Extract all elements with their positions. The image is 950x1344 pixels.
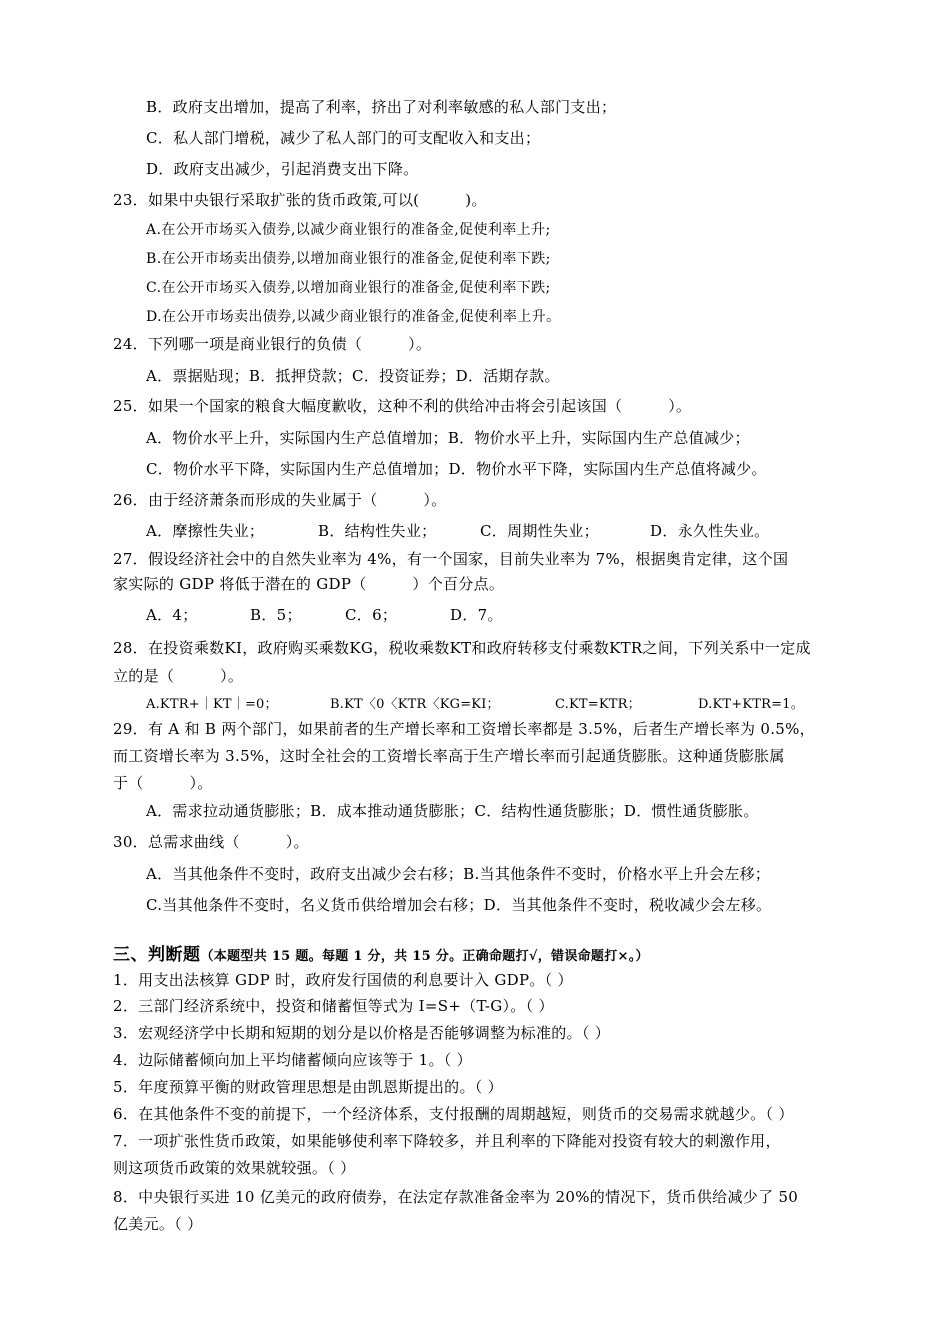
tf-item-7-line1: 7．一项扩张性货币政策，如果能够使利率下降较多，并且利率的下降能对投资有较大的刺激作用， [113,1132,781,1150]
q28-option-d: D.KT+KTR=1。 [698,697,804,712]
q28-option-a: A.KTR+｜KT｜=0； [146,697,278,712]
tf-item-6: 6．在其他条件不变的前提下，一个经济体系，支付报酬的周期越短，则货币的交易需求就越少。（ ） [113,1105,794,1123]
q27-option-d: D．7。 [450,606,503,624]
q28-stem-line2: 立的是（ ）。 [113,667,244,685]
q29-stem-line2: 而工资增长率为 3.5%，这时全社会的工资增长率高于生产增长率而引起通货膨胀。这种通货膨胀属 [113,747,785,765]
tf-item-1: 1．用支出法核算 GDP 时，政府发行国债的利息要计入 GDP。（ ） [113,971,573,989]
q23-option-d: D.在公开市场卖出债券,以减少商业银行的准备金,促使利率上升。 [146,309,561,325]
q26-stem: 26．由于经济萧条而形成的失业属于（ ）。 [113,491,447,509]
q29-stem-line1: 29．有 A 和 B 两个部门，如果前者的生产增长率和工资增长率都是 3.5%，后者生产增长率为 0.5%， [113,720,815,738]
tf-item-2: 2．三部门经济系统中，投资和储蓄恒等式为 I=S+（T-G）。（ ） [113,997,554,1015]
q24-options: A．票据贴现；B．抵押贷款；C．投资证券；D．活期存款。 [146,367,560,385]
q29-stem-line3: 于（ ）。 [113,774,213,792]
q25-options-cd: C．物价水平下降，实际国内生产总值增加；D．物价水平下降，实际国内生产总值将减少。 [146,460,767,478]
q30-options-cd: C.当其他条件不变时，名义货币供给增加会右移；D．当其他条件不变时，税收减少会左移。 [146,896,772,914]
q23-stem: 23．如果中央银行采取扩张的货币政策,可以( )。 [113,191,487,209]
section3-note: （本题型共 15 题。每题 1 分，共 15 分。正确命题打√，错误命题打×。） [200,949,649,964]
tf-item-5: 5．年度预算平衡的财政管理思想是由凯恩斯提出的。（ ） [113,1078,503,1096]
q26-option-b: B．结构性失业； [318,522,437,540]
q25-options-ab: A．物价水平上升，实际国内生产总值增加；B．物价水平上升，实际国内生产总值减少； [146,429,750,447]
q29-options: A．需求拉动通货膨胀；B．成本推动通货膨胀；C．结构性通货膨胀；D．惯性通货膨胀。 [146,802,759,820]
q28-option-b: B.KT〈0〈KTR〈KG=KI； [330,697,500,712]
tf-item-8-line1: 8．中央银行买进 10 亿美元的政府债券，在法定存款准备金率为 20%的情况下，货币供给减少了 50 [113,1188,799,1206]
q24-stem: 24．下列哪一项是商业银行的负债（ ）。 [113,335,432,353]
q22-option-d: D．政府支出减少，引起消费支出下降。 [146,160,419,178]
tf-item-7-line2: 则这项货币政策的效果就较强。（ ） [113,1159,356,1177]
q22-option-c: C．私人部门增税，减少了私人部门的可支配收入和支出； [146,129,541,147]
q23-option-c: C.在公开市场买入债券,以增加商业银行的准备金,促使利率下跌; [146,280,551,296]
q25-stem: 25．如果一个国家的粮食大幅度歉收，这种不利的供给冲击将会引起该国（ ）。 [113,397,692,415]
tf-item-3: 3．宏观经济学中长期和短期的划分是以价格是否能够调整为标准的。（ ） [113,1024,611,1042]
q27-stem-line1: 27．假设经济社会中的自然失业率为 4%，有一个国家，目前失业率为 7%，根据奥肯定律，这个国 [113,550,789,568]
section3-title: 三、判断题 [113,945,201,965]
section3-header [113,944,649,968]
q26-option-a: A．摩擦性失业； [146,522,265,540]
q27-option-a: A．4； [146,606,198,624]
q28-stem-line1: 28．在投资乘数KI，政府购买乘数KG，税收乘数KT和政府转移支付乘数KTR之间，下列关系中一定成 [113,639,811,657]
q30-options-ab: A．当其他条件不变时，政府支出减少会右移；B.当其他条件不变时，价格水平上升会左移； [146,865,771,883]
q27-stem-line2: 家实际的 GDP 将低于潜在的 GDP（ ）个百分点。 [113,575,505,593]
q26-option-c: C．周期性失业； [480,522,599,540]
q27-option-b: B．5； [250,606,302,624]
tf-item-4: 4．边际储蓄倾向加上平均储蓄倾向应该等于 1。（ ） [113,1051,472,1069]
q28-option-c: C.KT=KTR； [555,697,641,712]
q23-option-b: B.在公开市场卖出债券,以增加商业银行的准备金,促使利率下跌; [146,251,551,267]
q30-stem: 30．总需求曲线（ ）。 [113,833,309,851]
q27-option-c: C．6； [345,606,398,624]
q23-option-a: A.在公开市场买入债券,以减少商业银行的准备金,促使利率上升; [146,222,551,238]
q22-option-b: B．政府支出增加，提高了利率，挤出了对利率敏感的私人部门支出； [146,98,617,116]
q26-option-d: D．永久性失业。 [650,522,770,540]
tf-item-8-line2: 亿美元。（ ） [113,1215,203,1233]
